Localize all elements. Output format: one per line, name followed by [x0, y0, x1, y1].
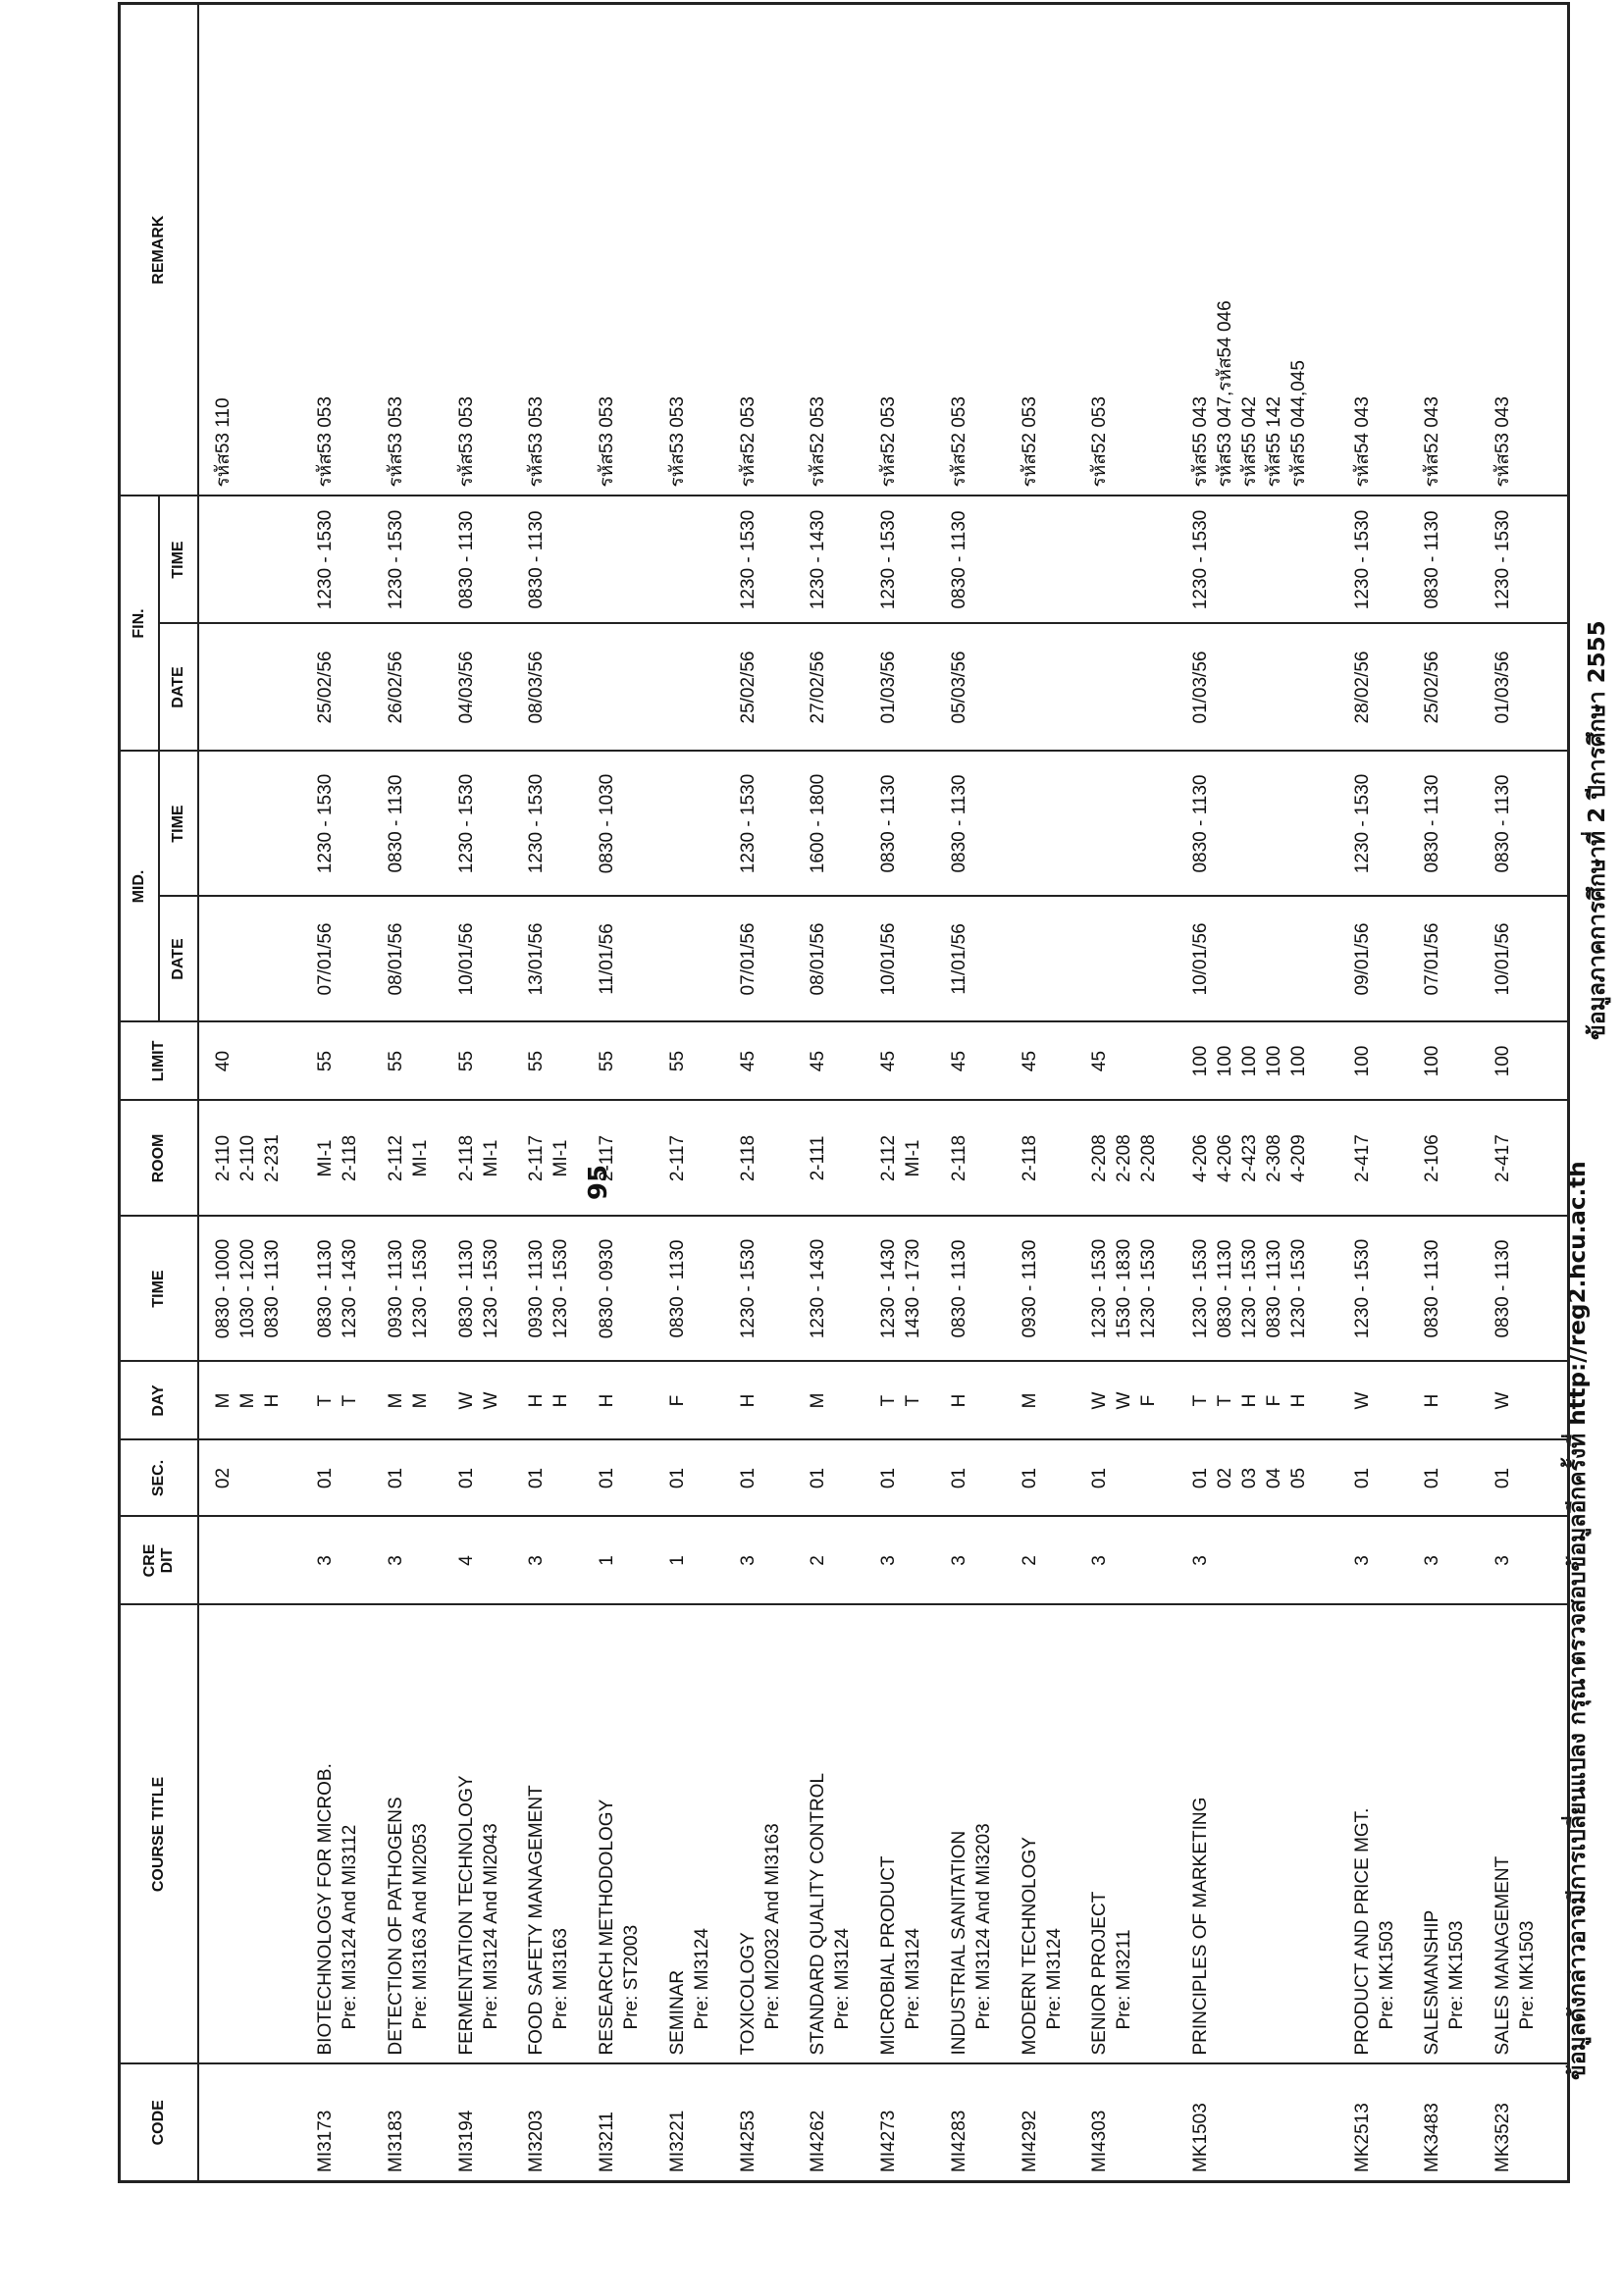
course-code: MI4253: [732, 2064, 803, 2182]
course-title-cell: [1487, 1605, 1557, 2064]
course-credit: 3: [872, 1517, 943, 1605]
midterm-time: 0830 - 1130: [1487, 752, 1557, 897]
col-header-course-title: COURSE TITLE: [120, 1605, 198, 2064]
class-time: 0830 - 1130: [661, 1217, 732, 1362]
class-day: W: [1346, 1362, 1417, 1440]
class-day: M: [802, 1362, 872, 1440]
course-credit: [198, 1517, 310, 1605]
course-credit: 1: [661, 1517, 732, 1605]
seat-limit: 100: [1487, 1022, 1557, 1101]
remark: รหัส52 053: [802, 4, 872, 496]
class-room: MI-1 2-118: [309, 1101, 380, 1217]
course-credit: 3: [943, 1517, 1014, 1605]
course-prerequisite: Pre: MI3124 And MI2043: [480, 1823, 501, 2030]
course-prerequisite: Pre: MI3124: [691, 1928, 712, 2030]
course-code: MI4262: [802, 2064, 872, 2182]
class-day: H: [943, 1362, 1014, 1440]
course-credit: 4: [450, 1517, 521, 1605]
course-title-cell: [309, 1605, 380, 2064]
table-row: [380, 4, 450, 2182]
course-title: SEMINAR: [666, 1969, 688, 2056]
remark: รหัส53 053: [309, 4, 380, 496]
col-header-section: SEC.: [120, 1440, 198, 1517]
midterm-time: [661, 752, 732, 897]
course-title-cell: [1014, 1605, 1084, 2064]
course-prerequisite: Pre: MK1503: [1376, 1920, 1397, 2030]
seat-limit: 100: [1416, 1022, 1487, 1101]
course-prerequisite: Pre: MI2032 And MI3163: [761, 1823, 783, 2030]
seat-limit: 40: [198, 1022, 310, 1101]
course-section: 01: [1346, 1440, 1417, 1517]
seat-limit: 55: [591, 1022, 661, 1101]
midterm-date: 10/01/56: [450, 897, 521, 1022]
class-time: 1230 - 1530 0830 - 1130 1230 - 1530 0830 - 1130 1230 - 1530: [1184, 1217, 1345, 1362]
course-title-cell: [1416, 1605, 1487, 2064]
seat-limit: 45: [1014, 1022, 1084, 1101]
seat-limit: 45: [732, 1022, 803, 1101]
final-time: 1230 - 1530: [732, 496, 803, 624]
midterm-time: 0830 - 1130: [943, 752, 1014, 897]
seat-limit: 100 100 100 100 100: [1184, 1022, 1345, 1101]
midterm-time: 0830 - 1130: [380, 752, 450, 897]
col-header-time: TIME: [120, 1217, 198, 1362]
course-title-cell: [661, 1605, 732, 2064]
final-time: 1230 - 1530: [380, 496, 450, 624]
class-day: T T: [872, 1362, 943, 1440]
course-prerequisite: Pre: MI3124: [1043, 1928, 1065, 2030]
final-date: 28/02/56: [1346, 624, 1417, 752]
col-header-mid-date: DATE: [159, 897, 198, 1022]
course-section: 01: [872, 1440, 943, 1517]
course-title-cell: [872, 1605, 943, 2064]
course-title-cell: [450, 1605, 521, 2064]
class-room: 2-117 MI-1: [520, 1101, 591, 1217]
course-prerequisite: Pre: MI3124: [832, 1928, 854, 2030]
class-day: M: [1014, 1362, 1084, 1440]
class-time: 1230 - 1530 1530 - 1830 1230 - 1530: [1083, 1217, 1184, 1362]
final-time: 1230 - 1530: [1487, 496, 1557, 624]
course-credit: 3: [1487, 1517, 1557, 1605]
course-code: MI3221: [661, 2064, 732, 2182]
remark: รหัส53 053: [661, 4, 732, 496]
class-time: 0830 - 1130 1230 - 1430: [309, 1217, 380, 1362]
class-time: 1230 - 1430: [802, 1217, 872, 1362]
final-date: 25/02/56: [1416, 624, 1487, 752]
course-title-cell: [591, 1605, 661, 2064]
col-header-final: FIN.: [120, 496, 159, 752]
remark: รหัส52 043: [1416, 4, 1487, 496]
schedule-rows: [198, 4, 1569, 2182]
remark: รหัส54 043: [1346, 4, 1417, 496]
course-credit: 3: [1184, 1517, 1345, 1605]
remark: รหัส52 053: [732, 4, 803, 496]
midterm-date: 08/01/56: [802, 897, 872, 1022]
class-day: H: [732, 1362, 803, 1440]
course-title: RESEARCH METHODOLOGY: [597, 1799, 618, 2056]
course-title: SALES MANAGEMENT: [1492, 1855, 1513, 2056]
course-section: 02: [198, 1440, 310, 1517]
remark: รหัส53 053: [450, 4, 521, 496]
class-room: 2-111: [802, 1101, 872, 1217]
class-room: 2-118: [943, 1101, 1014, 1217]
table-row: [943, 4, 1014, 2182]
course-title: FERMENTATION TECHNOLOGY: [455, 1775, 477, 2056]
col-header-code: CODE: [120, 2064, 198, 2182]
table-row: [1083, 4, 1184, 2182]
remark: รหัส53 053: [380, 4, 450, 496]
midterm-date: 07/01/56: [732, 897, 803, 1022]
seat-limit: 45: [1083, 1022, 1184, 1101]
class-time: 0830 - 1130: [1487, 1217, 1557, 1362]
midterm-date: [1014, 897, 1084, 1022]
class-day: H: [1416, 1362, 1487, 1440]
class-day: T T: [309, 1362, 380, 1440]
course-prerequisite: Pre: MK1503: [1446, 1920, 1468, 2030]
remark: รหัส53 053: [520, 4, 591, 496]
course-credit: 3: [1083, 1517, 1184, 1605]
course-credit: 3: [380, 1517, 450, 1605]
midterm-time: [198, 752, 310, 897]
class-time: 0830 - 1130 1230 - 1530: [450, 1217, 521, 1362]
class-day: W W F: [1083, 1362, 1184, 1440]
course-code: [198, 2064, 310, 2182]
course-title-cell: [1083, 1605, 1184, 2064]
midterm-date: 10/01/56: [872, 897, 943, 1022]
course-code: MI4303: [1083, 2064, 1184, 2182]
class-room: 2-112 MI-1: [380, 1101, 450, 1217]
remark: รหัส55 043 รหัส53 047,รหัส54 046 รหัส55 042 รหัส55 142 รหัส55 044,045: [1184, 4, 1345, 496]
course-section: 01: [520, 1440, 591, 1517]
course-title: SENIOR PROJECT: [1089, 1891, 1111, 2056]
final-time: 1230 - 1530: [1184, 496, 1345, 624]
table-row: [872, 4, 943, 2182]
midterm-time: 1230 - 1530: [732, 752, 803, 897]
course-title-cell: [520, 1605, 591, 2064]
class-time: 1230 - 1530: [1346, 1217, 1417, 1362]
table-row: [198, 4, 310, 2182]
final-date: [661, 624, 732, 752]
class-day: T T H F H: [1184, 1362, 1345, 1440]
course-title: TOXICOLOGY: [737, 1932, 759, 2056]
course-section: 01: [1487, 1440, 1557, 1517]
table-row: [661, 4, 732, 2182]
table-row: [1014, 4, 1084, 2182]
seat-limit: 45: [943, 1022, 1014, 1101]
class-room: 4-206 4-206 2-423 2-308 4-209: [1184, 1101, 1345, 1217]
class-time: 0830 - 0930: [591, 1217, 661, 1362]
course-section: 01: [802, 1440, 872, 1517]
class-room: 2-117: [591, 1101, 661, 1217]
remark: รหัส52 053: [943, 4, 1014, 496]
course-section: 01: [450, 1440, 521, 1517]
midterm-date: [1083, 897, 1184, 1022]
table-row: [1487, 4, 1557, 2182]
course-code: MI3183: [380, 2064, 450, 2182]
course-title: DETECTION OF PATHOGENS: [386, 1797, 407, 2056]
course-credit: 3: [1346, 1517, 1417, 1605]
course-title-cell: [802, 1605, 872, 2064]
course-section: 01: [380, 1440, 450, 1517]
class-day: M M: [380, 1362, 450, 1440]
midterm-time: 1230 - 1530: [450, 752, 521, 897]
course-prerequisite: Pre: MI3124 And MI3112: [340, 1824, 361, 2030]
table-row: [591, 4, 661, 2182]
final-time: 1230 - 1530: [309, 496, 380, 624]
midterm-date: 10/01/56: [1487, 897, 1557, 1022]
final-date: 04/03/56: [450, 624, 521, 752]
course-section: 01: [661, 1440, 732, 1517]
class-day: H H: [520, 1362, 591, 1440]
midterm-time: 1230 - 1530: [1346, 752, 1417, 897]
course-section: 01: [732, 1440, 803, 1517]
midterm-time: 1230 - 1530: [309, 752, 380, 897]
course-section: 01: [943, 1440, 1014, 1517]
final-date: [1083, 624, 1184, 752]
course-code: MI3194: [450, 2064, 521, 2182]
final-time: 0830 - 1130: [450, 496, 521, 624]
table-row: [802, 4, 872, 2182]
midterm-date: 07/01/56: [1416, 897, 1487, 1022]
class-room: 2-417: [1487, 1101, 1557, 1217]
table-row: [1416, 4, 1487, 2182]
midterm-time: 0830 - 1130: [1416, 752, 1487, 897]
midterm-date: 11/01/56: [943, 897, 1014, 1022]
midterm-date: [198, 897, 310, 1022]
course-credit: 3: [520, 1517, 591, 1605]
final-date: [591, 624, 661, 752]
course-title-cell: [1184, 1605, 1345, 2064]
midterm-date: 10/01/56: [1184, 897, 1345, 1022]
disclaimer-footer-note: ข้อมูลดังกล่าวอาจมีการเปลี่ยนแปลง กรุณาตรวจสอบข้อมูลอีกครั้งที่ http://reg2.hcu.ac.th: [1565, 1161, 1591, 2080]
course-title: PRODUCT AND PRICE MGT.: [1351, 1807, 1373, 2056]
course-credit: 2: [1014, 1517, 1084, 1605]
col-header-fin-date: DATE: [159, 624, 198, 752]
seat-limit: 100: [1346, 1022, 1417, 1101]
class-time: 1230 - 1530: [732, 1217, 803, 1362]
midterm-date: 07/01/56: [309, 897, 380, 1022]
final-time: [198, 496, 310, 624]
class-day: W: [1487, 1362, 1557, 1440]
course-prerequisite: Pre: MK1503: [1516, 1920, 1538, 2030]
class-room: 2-117: [661, 1101, 732, 1217]
final-date: [198, 624, 310, 752]
col-header-room: ROOM: [120, 1101, 198, 1217]
course-title-cell: [732, 1605, 803, 2064]
course-code: MK2513: [1346, 2064, 1417, 2182]
remark: รหัส53 110: [198, 4, 310, 496]
final-date: 27/02/56: [802, 624, 872, 752]
final-time: [1014, 496, 1084, 624]
course-title: INDUSTRIAL SANITATION: [948, 1830, 969, 2056]
course-section: 01 02 03 04 05: [1184, 1440, 1345, 1517]
seat-limit: 55: [309, 1022, 380, 1101]
course-credit: 3: [1416, 1517, 1487, 1605]
course-code: MK3483: [1416, 2064, 1487, 2182]
course-title: STANDARD QUALITY CONTROL: [808, 1772, 829, 2056]
course-section: 01: [309, 1440, 380, 1517]
col-header-remark: REMARK: [120, 4, 198, 496]
final-time: 1230 - 1530: [1346, 496, 1417, 624]
class-time: 1230 - 1430 1430 - 1730: [872, 1217, 943, 1362]
course-title-cell: [943, 1605, 1014, 2064]
course-title-cell: [380, 1605, 450, 2064]
final-date: 05/03/56: [943, 624, 1014, 752]
table-row: [450, 4, 521, 2182]
final-date: 08/03/56: [520, 624, 591, 752]
col-header-fin-time: TIME: [159, 496, 198, 624]
course-title: MODERN TECHNOLOGY: [1019, 1837, 1040, 2056]
course-title: FOOD SAFETY MANAGEMENT: [526, 1785, 548, 2056]
col-header-limit: LIMIT: [120, 1022, 198, 1101]
seat-limit: 45: [802, 1022, 872, 1101]
remark: รหัส52 053: [1083, 4, 1184, 496]
course-section: 01: [591, 1440, 661, 1517]
remark: รหัส52 053: [1014, 4, 1084, 496]
class-room: 2-118 MI-1: [450, 1101, 521, 1217]
final-time: [591, 496, 661, 624]
final-date: 01/03/56: [1184, 624, 1345, 752]
course-prerequisite: Pre: MI3163 And MI2053: [410, 1823, 432, 2030]
midterm-time: 0830 - 1030: [591, 752, 661, 897]
final-time: 0830 - 1130: [520, 496, 591, 624]
seat-limit: 55: [661, 1022, 732, 1101]
class-room: 2-118: [1014, 1101, 1084, 1217]
midterm-date: 11/01/56: [591, 897, 661, 1022]
course-prerequisite: Pre: MI3211: [1114, 1929, 1135, 2030]
midterm-time: [1014, 752, 1084, 897]
class-room: 2-112 MI-1: [872, 1101, 943, 1217]
class-time: 0830 - 1130: [943, 1217, 1014, 1362]
final-time: 0830 - 1130: [943, 496, 1014, 624]
course-code: MI4283: [943, 2064, 1014, 2182]
remark: รหัส53 053: [591, 4, 661, 496]
seat-limit: 55: [450, 1022, 521, 1101]
class-room: 2-208 2-208 2-208: [1083, 1101, 1184, 1217]
course-code: MI3173: [309, 2064, 380, 2182]
table-filler-row: [1557, 4, 1569, 2182]
col-header-credit: CRE DIT: [120, 1517, 198, 1605]
class-day: H: [591, 1362, 661, 1440]
table-row: [1346, 4, 1417, 2182]
table-row: [309, 4, 380, 2182]
remark: รหัส53 043: [1487, 4, 1557, 496]
course-title: PRINCIPLES OF MARKETING: [1190, 1797, 1212, 2056]
final-time: [1083, 496, 1184, 624]
midterm-date: 08/01/56: [380, 897, 450, 1022]
seat-limit: 55: [380, 1022, 450, 1101]
midterm-date: 09/01/56: [1346, 897, 1417, 1022]
course-code: MK3523: [1487, 2064, 1557, 2182]
final-date: 01/03/56: [872, 624, 943, 752]
course-prerequisite: Pre: ST2003: [621, 1924, 643, 2030]
course-prerequisite: Pre: MI3124 And MI3203: [972, 1823, 994, 2030]
course-title-cell: [198, 1605, 310, 2064]
class-day: M M H: [198, 1362, 310, 1440]
course-code: MK1503: [1184, 2064, 1345, 2182]
class-room: 2-110 2-110 2-231: [198, 1101, 310, 1217]
class-room: 2-417: [1346, 1101, 1417, 1217]
class-time: 0930 - 1130 1230 - 1530: [520, 1217, 591, 1362]
class-room: 2-118: [732, 1101, 803, 1217]
class-day: F: [661, 1362, 732, 1440]
final-date: 01/03/56: [1487, 624, 1557, 752]
class-time: 0930 - 1130: [1014, 1217, 1084, 1362]
course-code: MI4292: [1014, 2064, 1084, 2182]
final-time: 1230 - 1530: [872, 496, 943, 624]
final-date: 26/02/56: [380, 624, 450, 752]
col-header-day: DAY: [120, 1362, 198, 1440]
table-row: [520, 4, 591, 2182]
course-schedule-table: [118, 2, 1570, 2183]
course-credit: 3: [732, 1517, 803, 1605]
course-prerequisite: Pre: MI3163: [550, 1928, 572, 2030]
midterm-date: 13/01/56: [520, 897, 591, 1022]
midterm-time: 1600 - 1800: [802, 752, 872, 897]
table-row: [732, 4, 803, 2182]
seat-limit: 45: [872, 1022, 943, 1101]
course-section: 01: [1083, 1440, 1184, 1517]
course-prerequisite: Pre: MI3124: [903, 1928, 924, 2030]
class-time: 0930 - 1130 1230 - 1530: [380, 1217, 450, 1362]
course-code: MI4273: [872, 2064, 943, 2182]
seat-limit: 55: [520, 1022, 591, 1101]
midterm-time: [1083, 752, 1184, 897]
semester-header-note: ข้อมูลภาคการศึกษาที่ 2 ปีการศึกษา 2555: [1585, 620, 1610, 1040]
final-date: 25/02/56: [732, 624, 803, 752]
remark: รหัส52 053: [872, 4, 943, 496]
course-title: SALESMANSHIP: [1422, 1909, 1443, 2056]
col-header-mid-time: TIME: [159, 752, 198, 897]
schedule-sheet: [118, 5, 1570, 2183]
class-room: 2-106: [1416, 1101, 1487, 1217]
course-title: BIOTECHNOLOGY FOR MICROB.: [315, 1763, 337, 2056]
course-title-cell: [1346, 1605, 1417, 2064]
course-credit: 2: [802, 1517, 872, 1605]
midterm-time: 1230 - 1530: [520, 752, 591, 897]
course-title: MICROBIAL PRODUCT: [878, 1855, 900, 2056]
final-date: 25/02/56: [309, 624, 380, 752]
class-day: W W: [450, 1362, 521, 1440]
course-section: 01: [1416, 1440, 1487, 1517]
final-time: [661, 496, 732, 624]
midterm-time: 0830 - 1130: [1184, 752, 1345, 897]
final-date: [1014, 624, 1084, 752]
course-code: MI3203: [520, 2064, 591, 2182]
course-code: MI3211: [591, 2064, 661, 2182]
course-credit: 1: [591, 1517, 661, 1605]
midterm-date: [661, 897, 732, 1022]
course-section: 01: [1014, 1440, 1084, 1517]
final-time: 1230 - 1430: [802, 496, 872, 624]
col-header-midterm: MID.: [120, 752, 159, 1022]
page-number: 95: [584, 1164, 613, 1201]
table-row: [1184, 4, 1345, 2182]
class-time: 0830 - 1000 1030 - 1200 0830 - 1130: [198, 1217, 310, 1362]
course-credit: 3: [309, 1517, 380, 1605]
midterm-time: 0830 - 1130: [872, 752, 943, 897]
final-time: 0830 - 1130: [1416, 496, 1487, 624]
class-time: 0830 - 1130: [1416, 1217, 1487, 1362]
